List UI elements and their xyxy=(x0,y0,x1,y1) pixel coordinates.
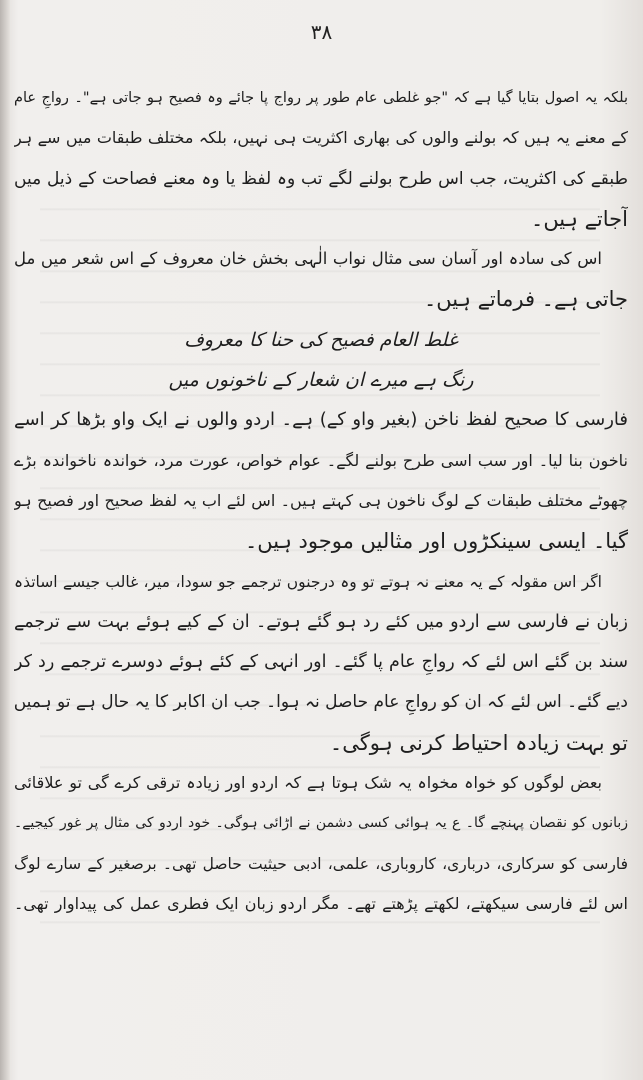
text-line: اس کی سادہ اور آسان سی مثال نواب الٰہی بخش خان معروف کے اس شعر میں مل xyxy=(14,249,602,269)
text-line: زبان نے فارسی سے اردو میں کئے رد ہو گئے ہوتے۔ ان کے کیے ہوئے بہت سے ترجمے xyxy=(14,611,628,632)
text-line: کے معنے یہ ہیں کہ بولنے والوں کی بھاری اکثریت ہی نہیں، بلکہ مختلف طبقات میں سے ہر xyxy=(14,128,628,148)
page-number: ۳۸ xyxy=(310,20,333,44)
verse-line: غلط العام فصیح کی حنا کا معروف xyxy=(184,328,458,351)
verse-line: رنگ ہے میرے ان شعار کے ناخونوں میں xyxy=(168,369,474,392)
text-line: جاتی ہے۔ فرماتے ہیں۔ xyxy=(423,287,628,312)
text-line: تو بہت زیادہ احتیاط کرنی ہوگی۔ xyxy=(329,730,628,755)
text-line: فارسی کا صحیح لفظ ناخن (بغیر واو کے) ہے۔ اردو والوں نے ایک واو بڑھا کر اسے xyxy=(14,409,628,431)
text-line: سند بن گئے اس لئے کہ رواجِ عام پا گئے۔ اور انہی کے کئے ہوئے دوسرے ترجمے رد کر xyxy=(14,652,628,673)
text-line: زبانوں کو نقصان پہنچے گا۔ ع یہ ہوائی کسی دشمن نے اڑائی ہوگی۔ خود اردو کی مثال پر غور کیجیے۔ xyxy=(14,815,628,832)
text-line: بلکہ یہ اصول بتایا گیا ہے کہ "جو غلطی عام طور پر رواج پا جائے وہ فصیح ہو جاتی ہے"۔ رواجِ عام xyxy=(14,90,628,106)
text-line: اس لئے فارسی سیکھتے، لکھتے پڑھتے تھے۔ مگر اردو زبان ایک فطری عمل کی پیداوار تھی۔ xyxy=(14,893,628,913)
book-spine-shadow xyxy=(0,0,10,1080)
text-line: اگر اس مقولہ کے یہ معنے نہ ہوتے تو وہ درجنوں ترجمے جو سودا، میر، غالب جیسے اساتذہ xyxy=(14,572,602,591)
page-body xyxy=(14,78,628,924)
text-line: دیے گئے۔ اس لئے کہ ان کو رواجِ عام حاصل نہ ہوا۔ جب ان اکابر کا یہ حال ہے تو ہمیں xyxy=(14,692,628,713)
text-line: ناخون بنا لیا۔ اور سب اسی طرح بولنے لگے۔ عوام خواص، عورت مرد، خواندہ ناخواندہ بڑے xyxy=(14,450,628,470)
text-line: گیا۔ ایسی سینکڑوں اور مثالیں موجود ہیں۔ xyxy=(244,529,628,554)
text-line: فارسی کو سرکاری، درباری، کاروباری، علمی، ادبی حیثیت حاصل تھی۔ برصغیر کے سارے لوگ xyxy=(14,854,628,873)
text-line: طبقے کی اکثریت، جب اس طرح بولنے لگے تب وہ لفظ یا وہ معنے فصاحت کے ذیل میں xyxy=(14,168,628,189)
text-line: چھوٹے مختلف طبقات کے لوگ ناخون ہی کہتے ہیں۔ اس لئے اب یہ لفظ صحیح اور فصیح ہو xyxy=(14,490,628,510)
text-line: آجاتے ہیں۔ xyxy=(531,206,628,231)
text-line: بعض لوگوں کو خواہ مخواہ یہ شک ہوتا ہے کہ اردو اور زیادہ ترقی کرے گی تو علاقائی xyxy=(14,773,602,793)
